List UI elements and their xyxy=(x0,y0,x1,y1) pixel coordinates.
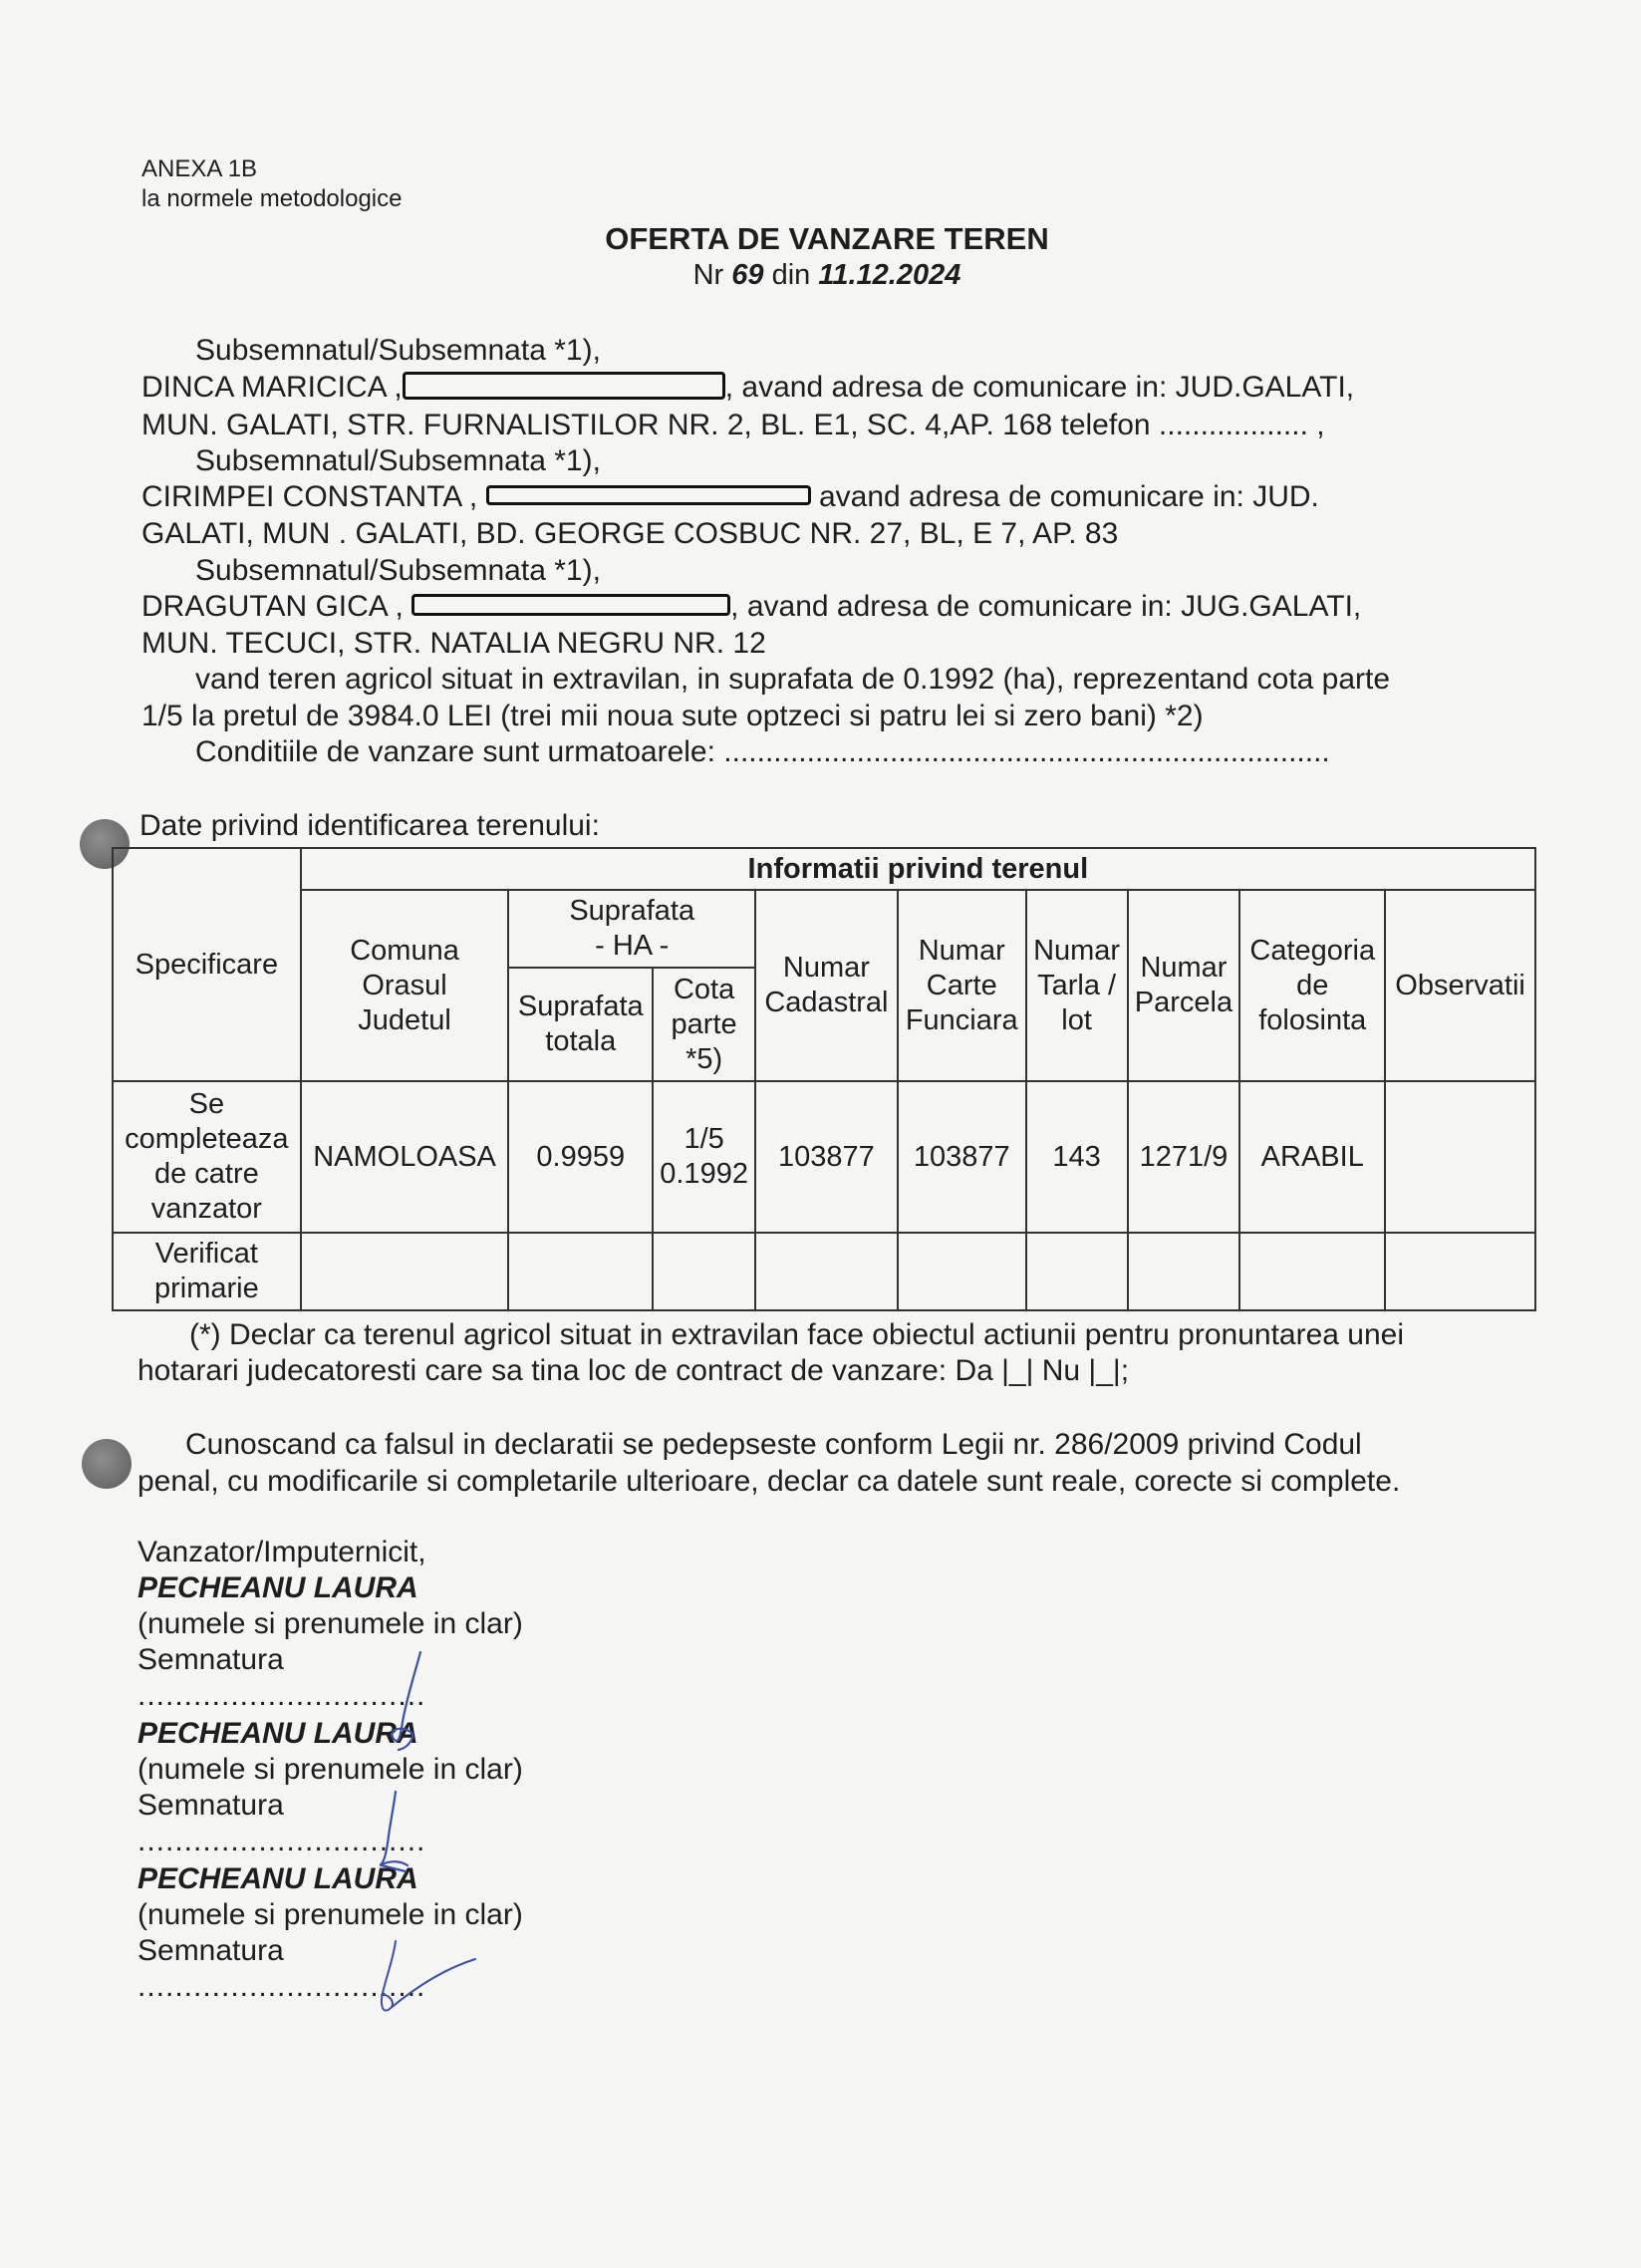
cell-empty xyxy=(508,1233,653,1310)
offer-conditions: Conditiile de vanzare sunt urmatoarele: ......................................................................... xyxy=(195,735,1330,768)
seller-1-address: MUN. GALATI, STR. FURNALISTILOR NR. 2, BL. E1, SC. 4,AP. 168 telefon .................. , xyxy=(141,409,1325,441)
cell-cota-parte xyxy=(653,1081,755,1233)
annex-sublabel: la normele metodologice xyxy=(141,185,403,212)
header-tarla xyxy=(1026,890,1128,1081)
signature-line-1: ............................... xyxy=(137,1679,426,1712)
declaration-line-1: (*) Declar ca terenul agricol situat in extravilan face obiectul actiunii pentru pronuntarea unei xyxy=(189,1318,1404,1351)
header-tarla-l2: Tarla / xyxy=(1037,969,1117,1001)
signature-label-2: Semnatura xyxy=(137,1789,284,1822)
header-suprafata xyxy=(508,890,755,968)
cell-cadastral: 103877 xyxy=(755,1081,898,1233)
signature-label-3: Semnatura xyxy=(137,1934,284,1967)
header-parcela-l2: Parcela xyxy=(1134,987,1233,1018)
seller-1-address-intro: , avand adresa de comunicare in: JUD.GALATI, xyxy=(724,371,1355,404)
header-categoria-l1: Categoria xyxy=(1249,934,1376,967)
seller-2-line xyxy=(141,479,1319,515)
header-cota-l1: Cota xyxy=(673,973,735,1005)
row2-label-l2: primarie xyxy=(153,1273,259,1304)
seller-2-name: CIRIMPEI CONSTANTA , xyxy=(141,480,478,513)
redaction-box xyxy=(403,372,725,400)
seller-1-line xyxy=(141,370,1354,406)
row-label-l2: completeaza xyxy=(125,1123,289,1155)
cell-cota-fraction: 1/5 xyxy=(684,1123,724,1155)
handwritten-signature-1 xyxy=(359,1644,448,1754)
seller-3-name: DRAGUTAN GICA , xyxy=(141,590,404,623)
signatory-name-1: PECHEANU LAURA xyxy=(137,1571,418,1604)
din-label: din xyxy=(771,259,811,291)
header-comuna xyxy=(301,890,509,1081)
seller-3-address: MUN. TECUCI, STR. NATALIA NEGRU NR. 12 xyxy=(141,627,766,660)
header-specificare: Specificare xyxy=(113,848,301,1081)
signature-label-1: Semnatura xyxy=(137,1643,284,1676)
header-categoria-l2: de xyxy=(1296,969,1329,1001)
header-carte xyxy=(898,890,1026,1081)
signatory-name-2: PECHEANU LAURA xyxy=(137,1717,418,1750)
nr-value: 69 xyxy=(731,259,764,291)
nr-label: Nr xyxy=(692,259,724,291)
table-row xyxy=(113,1081,1535,1233)
cell-empty xyxy=(1026,1233,1128,1310)
offer-line-1: vand teren agricol situat in extravilan, in suprafata de 0.1992 (ha), reprezentand cota parte xyxy=(195,663,1391,696)
header-carte-l3: Funciara xyxy=(905,1003,1018,1036)
seller-3-line xyxy=(141,589,1361,625)
legal-line-2: penal, cu modificarile si completarile ulterioare, declar ca datele sunt reale, corecte si complete. xyxy=(137,1465,1401,1498)
header-cota-l2: parte xyxy=(671,1007,737,1040)
table-caption: Date privind identificarea terenului: xyxy=(139,809,600,842)
seller-1-name: DINCA MARICICA , xyxy=(141,371,403,404)
signature-line-3: ............................... xyxy=(137,1970,426,2003)
handwritten-signature-3 xyxy=(354,1933,483,2023)
cell-suprafata-totala: 0.9959 xyxy=(508,1081,653,1233)
header-parcela-l1: Numar xyxy=(1140,952,1228,984)
cell-observatii xyxy=(1385,1081,1535,1233)
header-suprafata-l1: Suprafata xyxy=(569,895,695,927)
header-suprafata-totala-l2: totala xyxy=(545,1025,617,1057)
table-row xyxy=(113,1233,1535,1310)
header-carte-l1: Numar xyxy=(918,934,1005,967)
header-tarla-l3: lot xyxy=(1061,1003,1092,1036)
redaction-box xyxy=(411,594,730,616)
row2-label-l1: Verificat xyxy=(154,1238,258,1270)
offer-line-2: 1/5 la pretul de 3984.0 LEI (trei mii noua sute optzeci si patru lei si zero bani) *2) xyxy=(141,700,1204,732)
document-date: 11.12.2024 xyxy=(818,259,961,291)
header-categoria-l3: folosinta xyxy=(1258,1003,1367,1036)
seller-1-intro: Subsemnatul/Subsemnata *1), xyxy=(195,334,601,367)
header-comuna-l1: Comuna xyxy=(350,934,459,967)
header-informatii: Informatii privind terenul xyxy=(301,848,1535,890)
row-label-primarie xyxy=(113,1233,301,1310)
declaration-line-2: hotarari judecatoresti care sa tina loc de contract de vanzare: Da |_| Nu |_|; xyxy=(137,1354,1130,1387)
signatory-name-3: PECHEANU LAURA xyxy=(137,1862,418,1895)
signatory-role: Vanzator/Imputernicit, xyxy=(137,1536,426,1568)
cell-carte-funciara: 103877 xyxy=(898,1081,1026,1233)
header-cadastral xyxy=(755,890,898,1081)
punch-hole-bottom xyxy=(82,1439,132,1489)
seller-3-intro: Subsemnatul/Subsemnata *1), xyxy=(195,554,601,587)
cell-empty xyxy=(1385,1233,1535,1310)
header-suprafata-l2: - HA - xyxy=(595,930,670,962)
header-cota-parte xyxy=(653,968,755,1081)
cell-categoria: ARABIL xyxy=(1239,1081,1385,1233)
signatory-hint-2: (numele si prenumele in clar) xyxy=(137,1753,523,1786)
header-carte-l2: Carte xyxy=(926,969,997,1001)
row-label-vanzator xyxy=(113,1081,301,1233)
cell-empty xyxy=(653,1233,755,1310)
cell-empty xyxy=(1128,1233,1240,1310)
row-label-l1: Se xyxy=(188,1088,225,1120)
seller-2-address-intro: avand adresa de comunicare in: JUD. xyxy=(810,480,1319,513)
signature-line-2: ............................... xyxy=(137,1825,426,1857)
document-title: OFERTA DE VANZARE TEREN xyxy=(605,221,1049,256)
header-observatii: Observatii xyxy=(1385,890,1535,1081)
cell-empty xyxy=(898,1233,1026,1310)
seller-2-intro: Subsemnatul/Subsemnata *1), xyxy=(195,444,601,477)
header-comuna-l3: Judetul xyxy=(358,1003,451,1036)
annex-label: ANEXA 1B xyxy=(141,155,258,182)
seller-3-address-intro: , avand adresa de comunicare in: JUG.GALATI, xyxy=(730,590,1362,623)
cell-cota-value: 0.1992 xyxy=(660,1158,748,1190)
header-cadastral-l1: Numar xyxy=(782,952,870,984)
cell-comuna: NAMOLOASA xyxy=(301,1081,509,1233)
cell-parcela: 1271/9 xyxy=(1128,1081,1240,1233)
redaction-box xyxy=(486,485,811,505)
header-suprafata-totala-l1: Suprafata xyxy=(517,991,644,1022)
header-comuna-l2: Orasul xyxy=(362,969,447,1001)
signatory-hint-1: (numele si prenumele in clar) xyxy=(137,1607,523,1640)
header-categoria xyxy=(1239,890,1385,1081)
handwritten-signature-2 xyxy=(354,1786,443,1885)
header-cota-l3: *5) xyxy=(685,1042,723,1075)
document-number-line xyxy=(0,259,1641,292)
seller-2-address: GALATI, MUN . GALATI, BD. GEORGE COSBUC NR. 27, BL, E 7, AP. 83 xyxy=(141,517,1119,550)
row-label-l3: de catre xyxy=(153,1158,259,1190)
header-tarla-l1: Numar xyxy=(1033,934,1121,967)
legal-line-1: Cunoscand ca falsul in declaratii se pedepseste conform Legii nr. 286/2009 privind Codul xyxy=(185,1428,1362,1461)
header-parcela xyxy=(1128,890,1240,1081)
row-label-l4: vanzator xyxy=(150,1193,262,1225)
header-cadastral-l2: Cadastral xyxy=(764,987,889,1018)
cell-empty xyxy=(755,1233,898,1310)
cell-empty xyxy=(301,1233,509,1310)
cell-tarla: 143 xyxy=(1026,1081,1128,1233)
land-info-table xyxy=(112,847,1536,1311)
signatory-hint-3: (numele si prenumele in clar) xyxy=(137,1898,523,1931)
cell-empty xyxy=(1239,1233,1385,1310)
header-suprafata-totala xyxy=(508,968,653,1081)
